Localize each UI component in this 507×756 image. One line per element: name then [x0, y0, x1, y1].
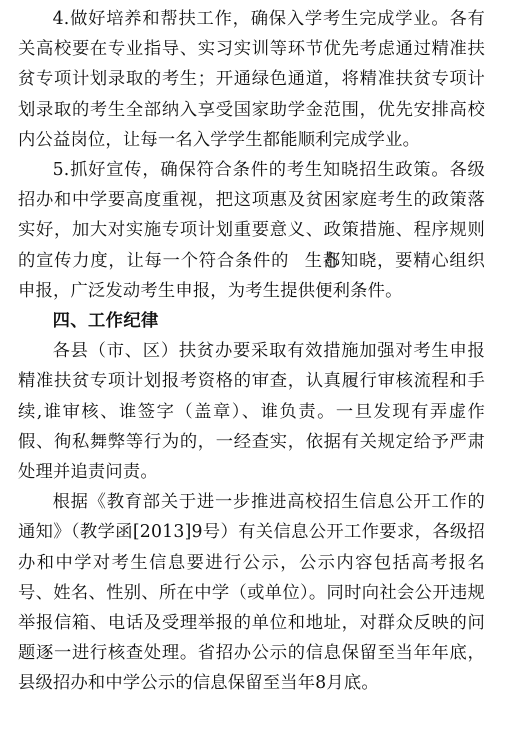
disclosure-paragraph: 根据《教育部关于进一步推进高校招生信息公开工作的通知》（教学函[2013]9号）有关信息公开工作要求，各级招办和中学对考生信息要进行公示，公示内容包括高考报名号、姓名、性别、所在中学（或单位）。同时向社会公开违规举报信箱、电话及受理举报的单位和地址，对群众反映的问题逐一进行核查处理。省招办公示的信息保留至当年年底，县级招办和中学公示的信息保留至当年8月底。 [18, 492, 485, 694]
section-heading: 四、工作纪律 [52, 311, 159, 332]
paragraph-item-5-text-start: 5.抓好宣传，确保符合条件的考生知晓招生政策。各级招办和中学要高度重视，把这项惠及贫困家庭考生的政策落实好，加大对实施专项计划重要意义、政策措施、程序规则的宣传力度，让每一个符合条件的 [18, 160, 485, 271]
paragraph-item-5-text-end: 生都知晓，要精心组织申报，广泛发动考生申报，为考生提供便利条件。 [18, 250, 485, 301]
discipline-paragraph: 各县（市、区）扶贫办要采取有效措施加强对考生申报精准扶贫专项计划报考资格的审查，认真履行审核流程和手续,谁审核、谁签字（盖章）、谁负责。一旦发现有弄虚作假、徇私舞弊等行为的，一经查实，依据有关规定给予严肃处理并追责问责。 [18, 341, 485, 483]
paragraph-item-5 [18, 155, 485, 306]
hand-pointer-icon [289, 248, 304, 265]
paragraph-item-4: 4.做好培养和帮扶工作，确保入学考生完成学业。各有关高校要在专业指导、实习实训等环节优先考虑通过精准扶贫专项计划录取的考生；开通绿色通道，将精准扶贫专项计划录取的考生全部纳入享受国家助学金范围，优先安排高校内公益岗位，让每一名入学学生都能顺利完成学业。 [18, 9, 485, 150]
